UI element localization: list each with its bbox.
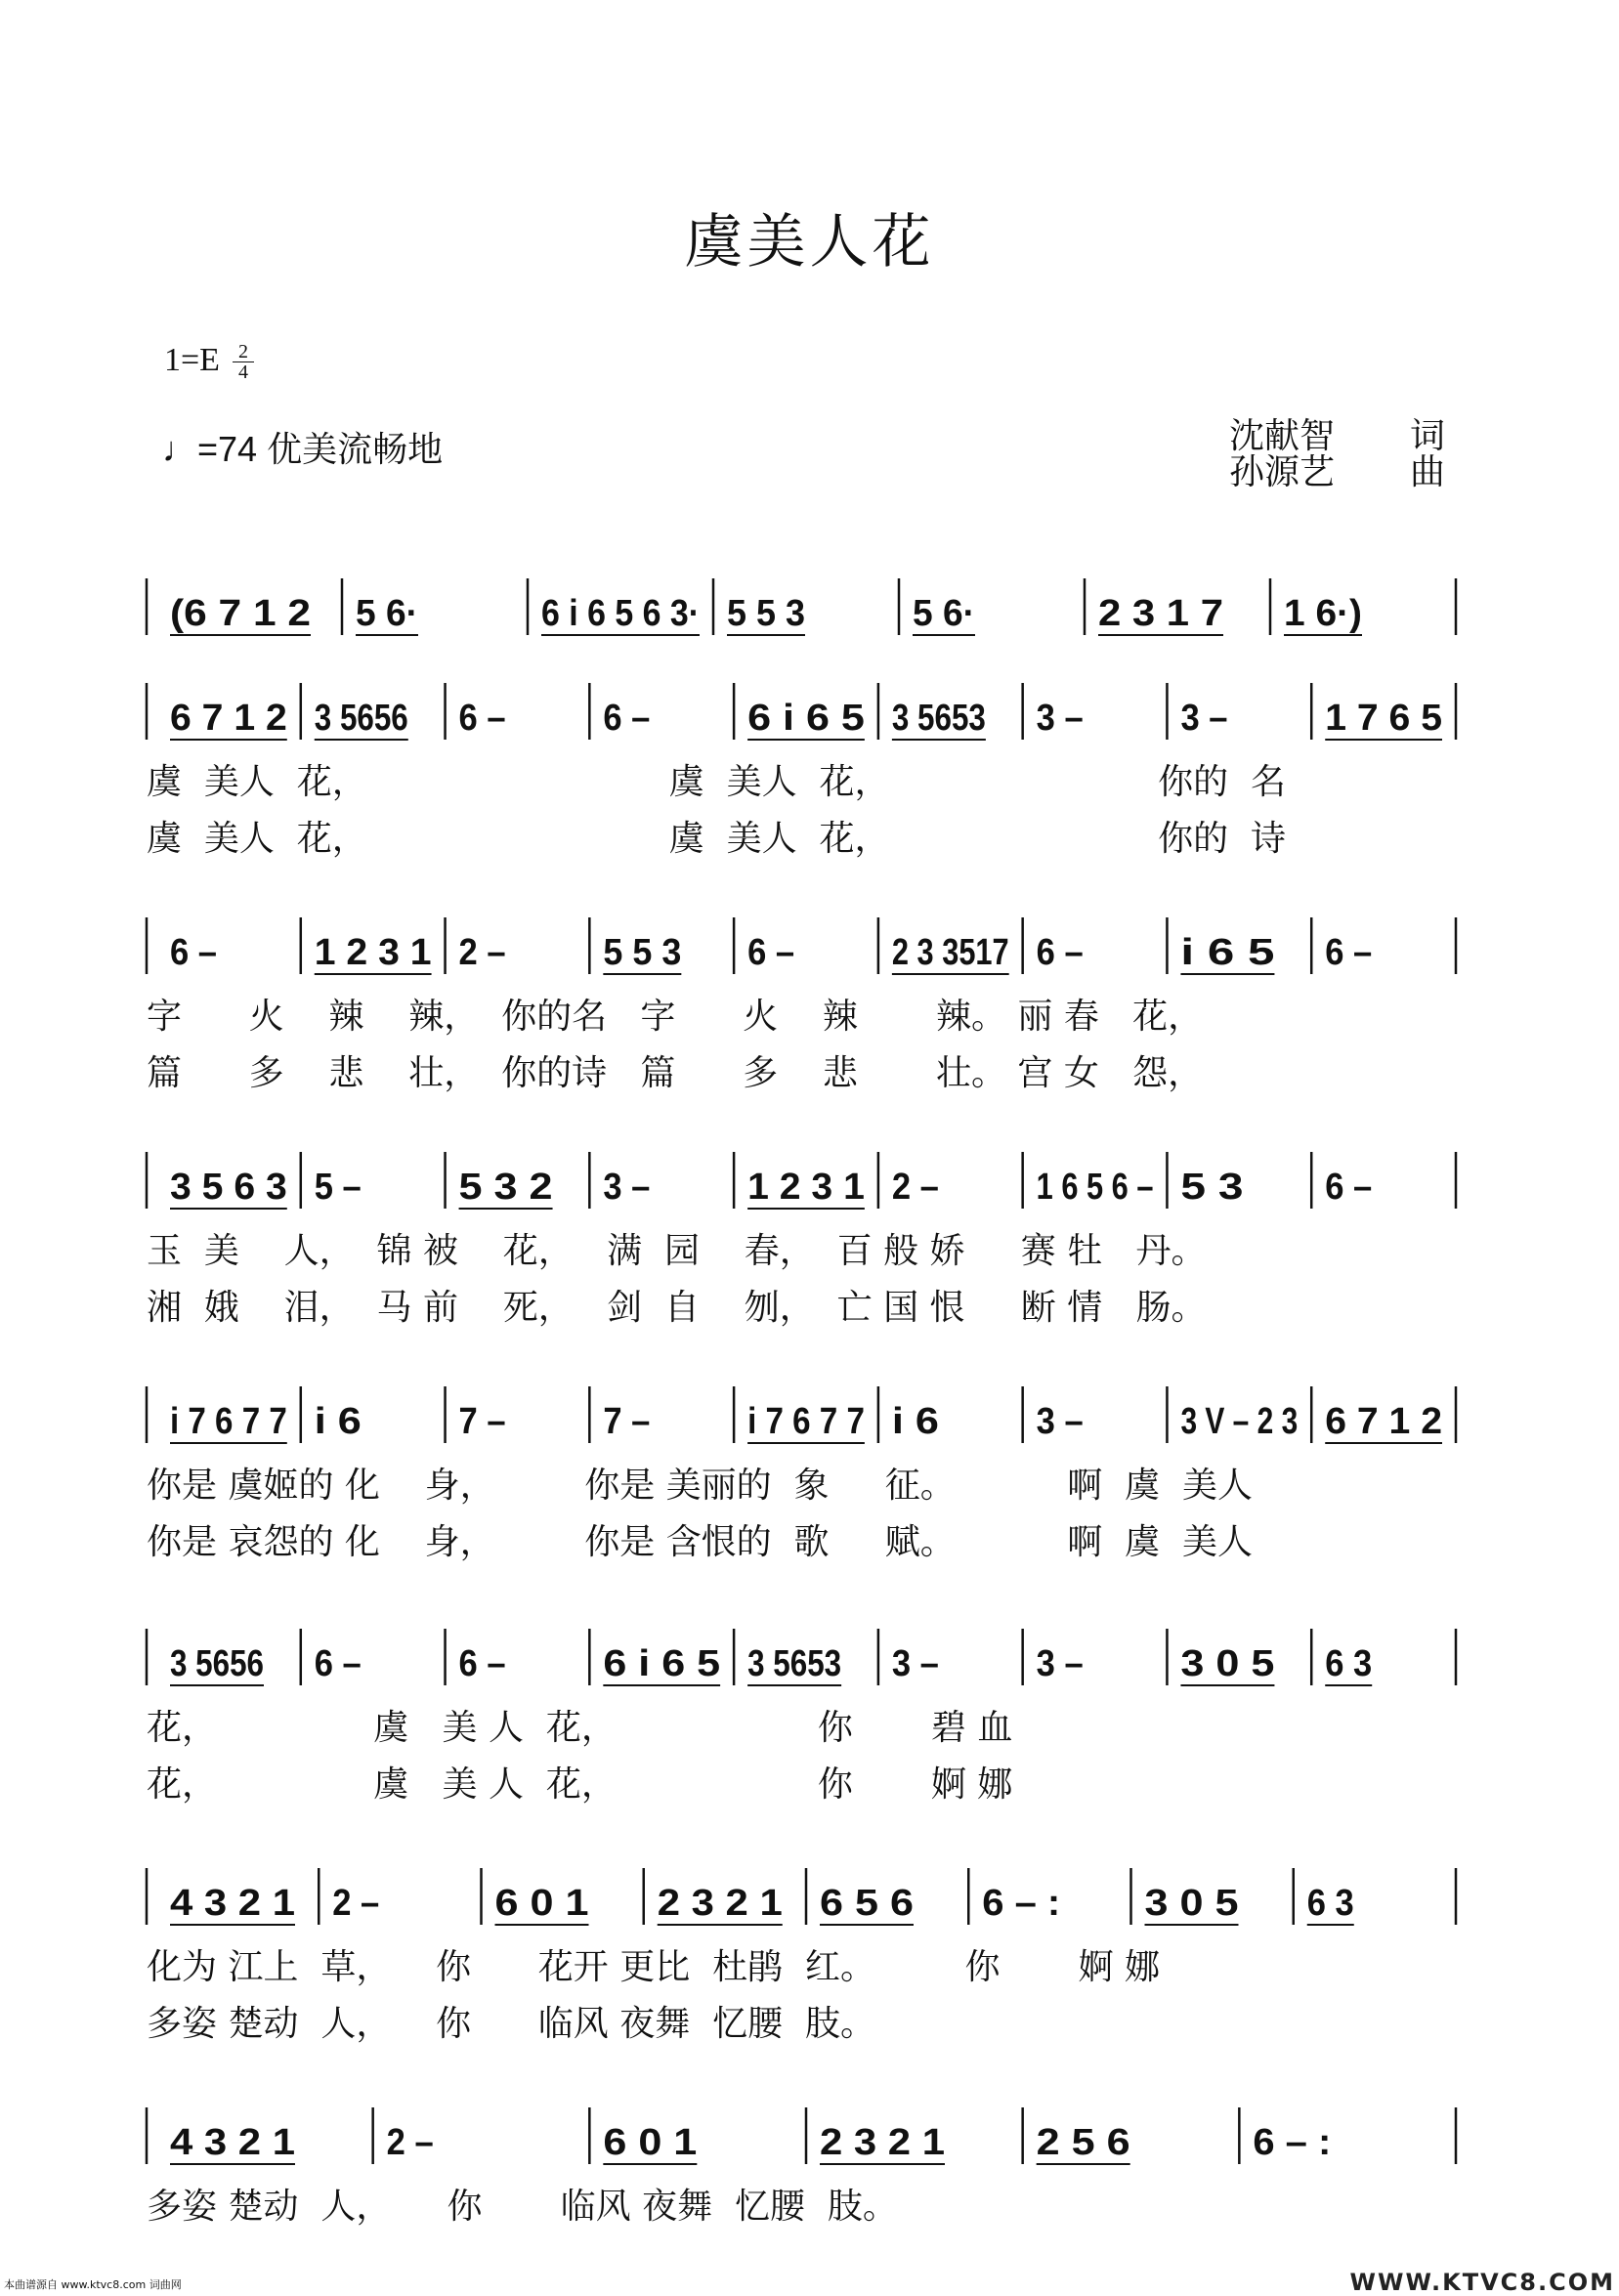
measure-notes: 5 5 3 [603,932,682,973]
measure-notes: 2 – [386,2122,434,2163]
measure-notes: 6 – : [1253,2122,1332,2163]
measure-notes: 6 i 6 5 6 3· [541,593,700,634]
measure-notes: 6 – [170,932,217,973]
measure-notes: 3 – [1036,1401,1084,1442]
measure-notes: 3 – [891,1643,939,1684]
measure-notes: 6 – [1325,932,1373,973]
measure-notes: 6 i 6 5 [747,698,865,739]
measure-notes: 1 7 6 5 [1325,698,1442,739]
measure-notes: 3 – [1180,698,1228,739]
measure-notes: 6 7 1 2 [170,698,287,739]
measure-notes: 3 0 5 [1180,1643,1275,1684]
measure-notes: i 7 6 7 7 [747,1401,865,1442]
measure-notes: 1 2 3 1 [747,1167,865,1208]
measure-notes: 2 3 1 7 [1098,593,1223,634]
measure-notes: 6 5 6 [820,1883,914,1924]
measure-notes: i 6 [314,1401,362,1442]
measure-notes: 6 0 1 [603,2122,698,2163]
measure-notes: 6 – [458,1643,506,1684]
lyric-line: 你是 虞姬的 化 身， 你是 美丽的 象 征。 啊 虞 美人 [147,1466,1253,1506]
measure-notes: 3 – [1036,698,1084,739]
measure-notes: 6 7 1 2 [1325,1401,1442,1442]
measure-notes: i 6 [891,1401,939,1442]
measure-notes: 3 5653 [891,698,986,739]
measure-notes: 3 5 6 3 [170,1167,287,1208]
footer-watermark: WWW.KTVC8.COM [1349,2269,1615,2296]
measure-notes: 3 0 5 [1144,1883,1239,1924]
measure-notes: 2 3 2 1 [657,1883,783,1924]
measure-notes: 3 5656 [314,698,408,739]
lyric-line: 虞 美人 花， 虞 美人 花， 你的 名 [147,762,1287,802]
measure-notes: 5 3 2 [458,1167,553,1208]
measure-notes: 3 5653 [747,1643,842,1684]
measure-notes: 6 3 [1306,1883,1354,1924]
footer-source: 本曲谱源自 www.ktvc8.com 词曲网 [4,2278,182,2291]
time-signature [233,342,254,382]
measure-notes: 6 3 [1325,1643,1373,1684]
measure-notes: 4 3 2 1 [170,2122,295,2163]
measure-notes: 6 – [1036,932,1084,973]
measure-notes: 5 6· [913,593,975,634]
lyric-line: 多姿 楚动 人， 你 临风 夜舞 忆腰 肢。 [147,2004,875,2044]
measure-notes: 6 – [747,932,795,973]
composer-name: 孙源艺 [1229,452,1336,492]
lyricist-name: 沈献智 [1229,416,1336,456]
measure-notes: 6 – [314,1643,362,1684]
measure-notes: 1 6 5 6 – [1036,1167,1154,1208]
song-title: 虞美人花 [684,208,935,276]
measure-notes: 7 – [603,1401,651,1442]
measure-notes: 5 3 [1180,1167,1244,1208]
measure-notes: 6 0 1 [494,1883,589,1924]
time-signature-bottom: 4 [238,361,248,383]
measure-notes: i 7 6 7 7 [170,1401,287,1442]
measure-notes: 6 – [603,698,651,739]
measure-notes: (6 7 1 2 [170,593,311,634]
measure-notes: 6 – : [982,1883,1061,1924]
measure-notes: 5 – [314,1167,362,1208]
tempo-marking: ♩=74 优美流畅地 [162,429,444,469]
lyric-line: 玉 美 人， 锦 被 花， 满 园 春， 百 般 娇 赛 牡 丹。 [147,1231,1207,1271]
measure-notes: 1 2 3 1 [314,932,432,973]
measure-notes: 2 5 6 [1036,2122,1130,2163]
measure-notes: 2 – [458,932,506,973]
lyric-line: 你是 哀怨的 化 身， 你是 含恨的 歌 赋。 啊 虞 美人 [147,1522,1253,1562]
measure-notes: 7 – [458,1401,506,1442]
measure-notes: 6 – [1325,1167,1373,1208]
measure-notes: 3 – [1036,1643,1084,1684]
lyric-line: 多姿 楚动 人， 你 临风 夜舞 忆腰 肢。 [147,2187,898,2227]
lyric-line: 虞 美人 花， 虞 美人 花， 你的 诗 [147,819,1287,859]
measure-notes: 2 – [332,1883,380,1924]
measure-notes: 2 – [891,1167,939,1208]
composer-credit [1229,445,1446,494]
measure-notes: 6 i 6 5 [603,1643,721,1684]
measure-notes: i 6 5 [1180,932,1275,973]
measure-notes: 5 5 3 [727,593,805,634]
measure-notes: 6 – [458,698,506,739]
measure-notes: 3 V – 2 3 [1180,1401,1299,1442]
lyric-line: 湘 娥 泪， 马 前 死， 剑 自 刎， 亡 国 恨 断 情 肠。 [147,1288,1207,1328]
lyric-line: 字 火 辣 辣， 你的名 字 火 辣 辣。 丽 春 花， [147,997,1204,1037]
measure-notes: 2 3 3517 [891,932,1009,973]
measure-notes: 2 3 2 1 [820,2122,945,2163]
lyric-line: 花， 虞 美 人 花， 你 婀 娜 [147,1765,1013,1805]
lyric-line: 花， 虞 美 人 花， 你 碧 血 [147,1708,1013,1748]
key-signature: 1=E [164,342,220,378]
lyricist-role: 词 [1410,416,1446,456]
measure-notes: 3 – [603,1167,651,1208]
measure-notes: 1 6·) [1284,593,1362,634]
lyric-line: 篇 多 悲 壮， 你的诗 篇 多 悲 壮。 宫 女 怨， [147,1053,1204,1093]
composer-role: 曲 [1410,452,1446,492]
lyric-line: 化为 江上 草， 你 花开 更比 杜鹃 红。 你 婀 娜 [147,1947,1161,1987]
time-signature-top: 2 [233,342,254,362]
measure-notes: 5 6· [356,593,418,634]
notation-staff [0,557,1619,674]
measure-notes: 3 5656 [170,1643,264,1684]
measure-notes: 4 3 2 1 [170,1883,295,1924]
